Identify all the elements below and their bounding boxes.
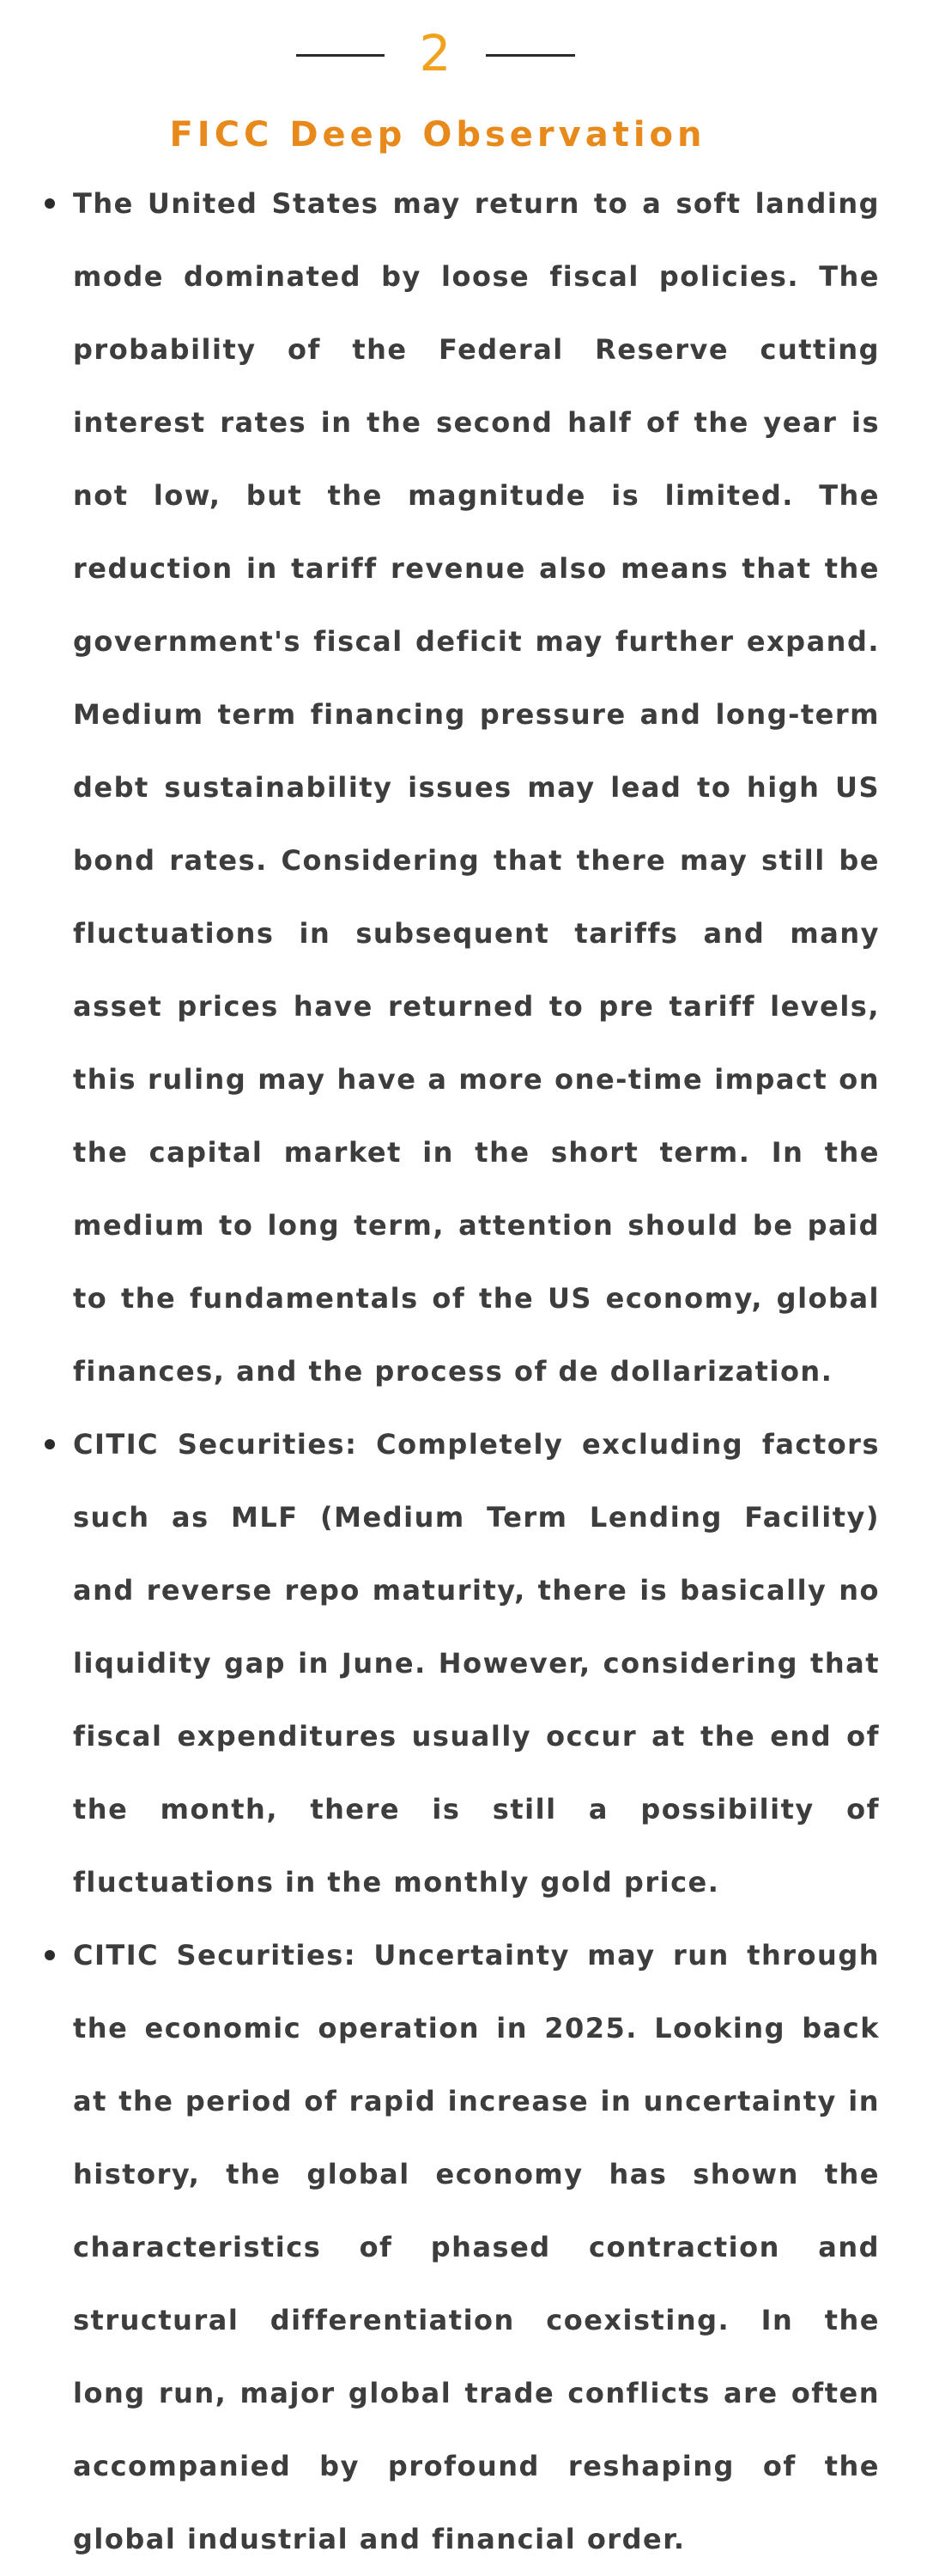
bullet-item	[0, 1919, 927, 2576]
bullet-dot-icon	[45, 198, 55, 209]
bullet-text: The United States may return to a soft landing mode dominated by loose fiscal policies. The probability of the Federal Reserve cutting interest rates in the second half of the year is not low, but the magnitude is limited. The reduction in tariff revenue also means that the government's fiscal deficit may further expand. Medium term financing pressure and long-term debt sustainability issues may lead to high US bond rates. Considering that there may still be fluctuations in subsequent tariffs and many asset prices have returned to pre tariff levels, this ruling may have a more one-time impact on the capital market in the short term. In the medium to long term, attention should be paid to the fundamentals of the US economy, global finances, and the process of de dollarization.	[73, 187, 880, 1388]
bullet-list	[0, 167, 927, 2576]
bullet-text: CITIC Securities: Completely excluding factors such as MLF (Medium Term Lending Facility) and reverse repo maturity, there is basically no liquidity gap in June. However, considering that fiscal expenditures usually occur at the end of the month, there is still a possibility of fluctuations in the monthly gold price.	[73, 1428, 880, 1899]
bullet-item	[0, 167, 927, 1408]
left-divider-line	[296, 54, 385, 57]
right-divider-line	[486, 54, 575, 57]
bullet-dot-icon	[45, 1439, 55, 1449]
bullet-dot-icon	[45, 1950, 55, 1960]
section-title: FICC Deep Observation	[169, 115, 706, 155]
bullet-text: CITIC Securities: Uncertainty may run through the economic operation in 2025. Looking back at the period of rapid increase in uncertainty in history, the global economy has shown the characteristics of phased contraction and structural differentiation coexisting. In the long run, major global trade conflicts are often accompanied by profound reshaping of the global industrial and financial order.	[73, 1939, 880, 2555]
section-number-header	[0, 19, 927, 88]
bullet-item	[0, 1408, 927, 1919]
section-number: 2	[419, 24, 451, 82]
